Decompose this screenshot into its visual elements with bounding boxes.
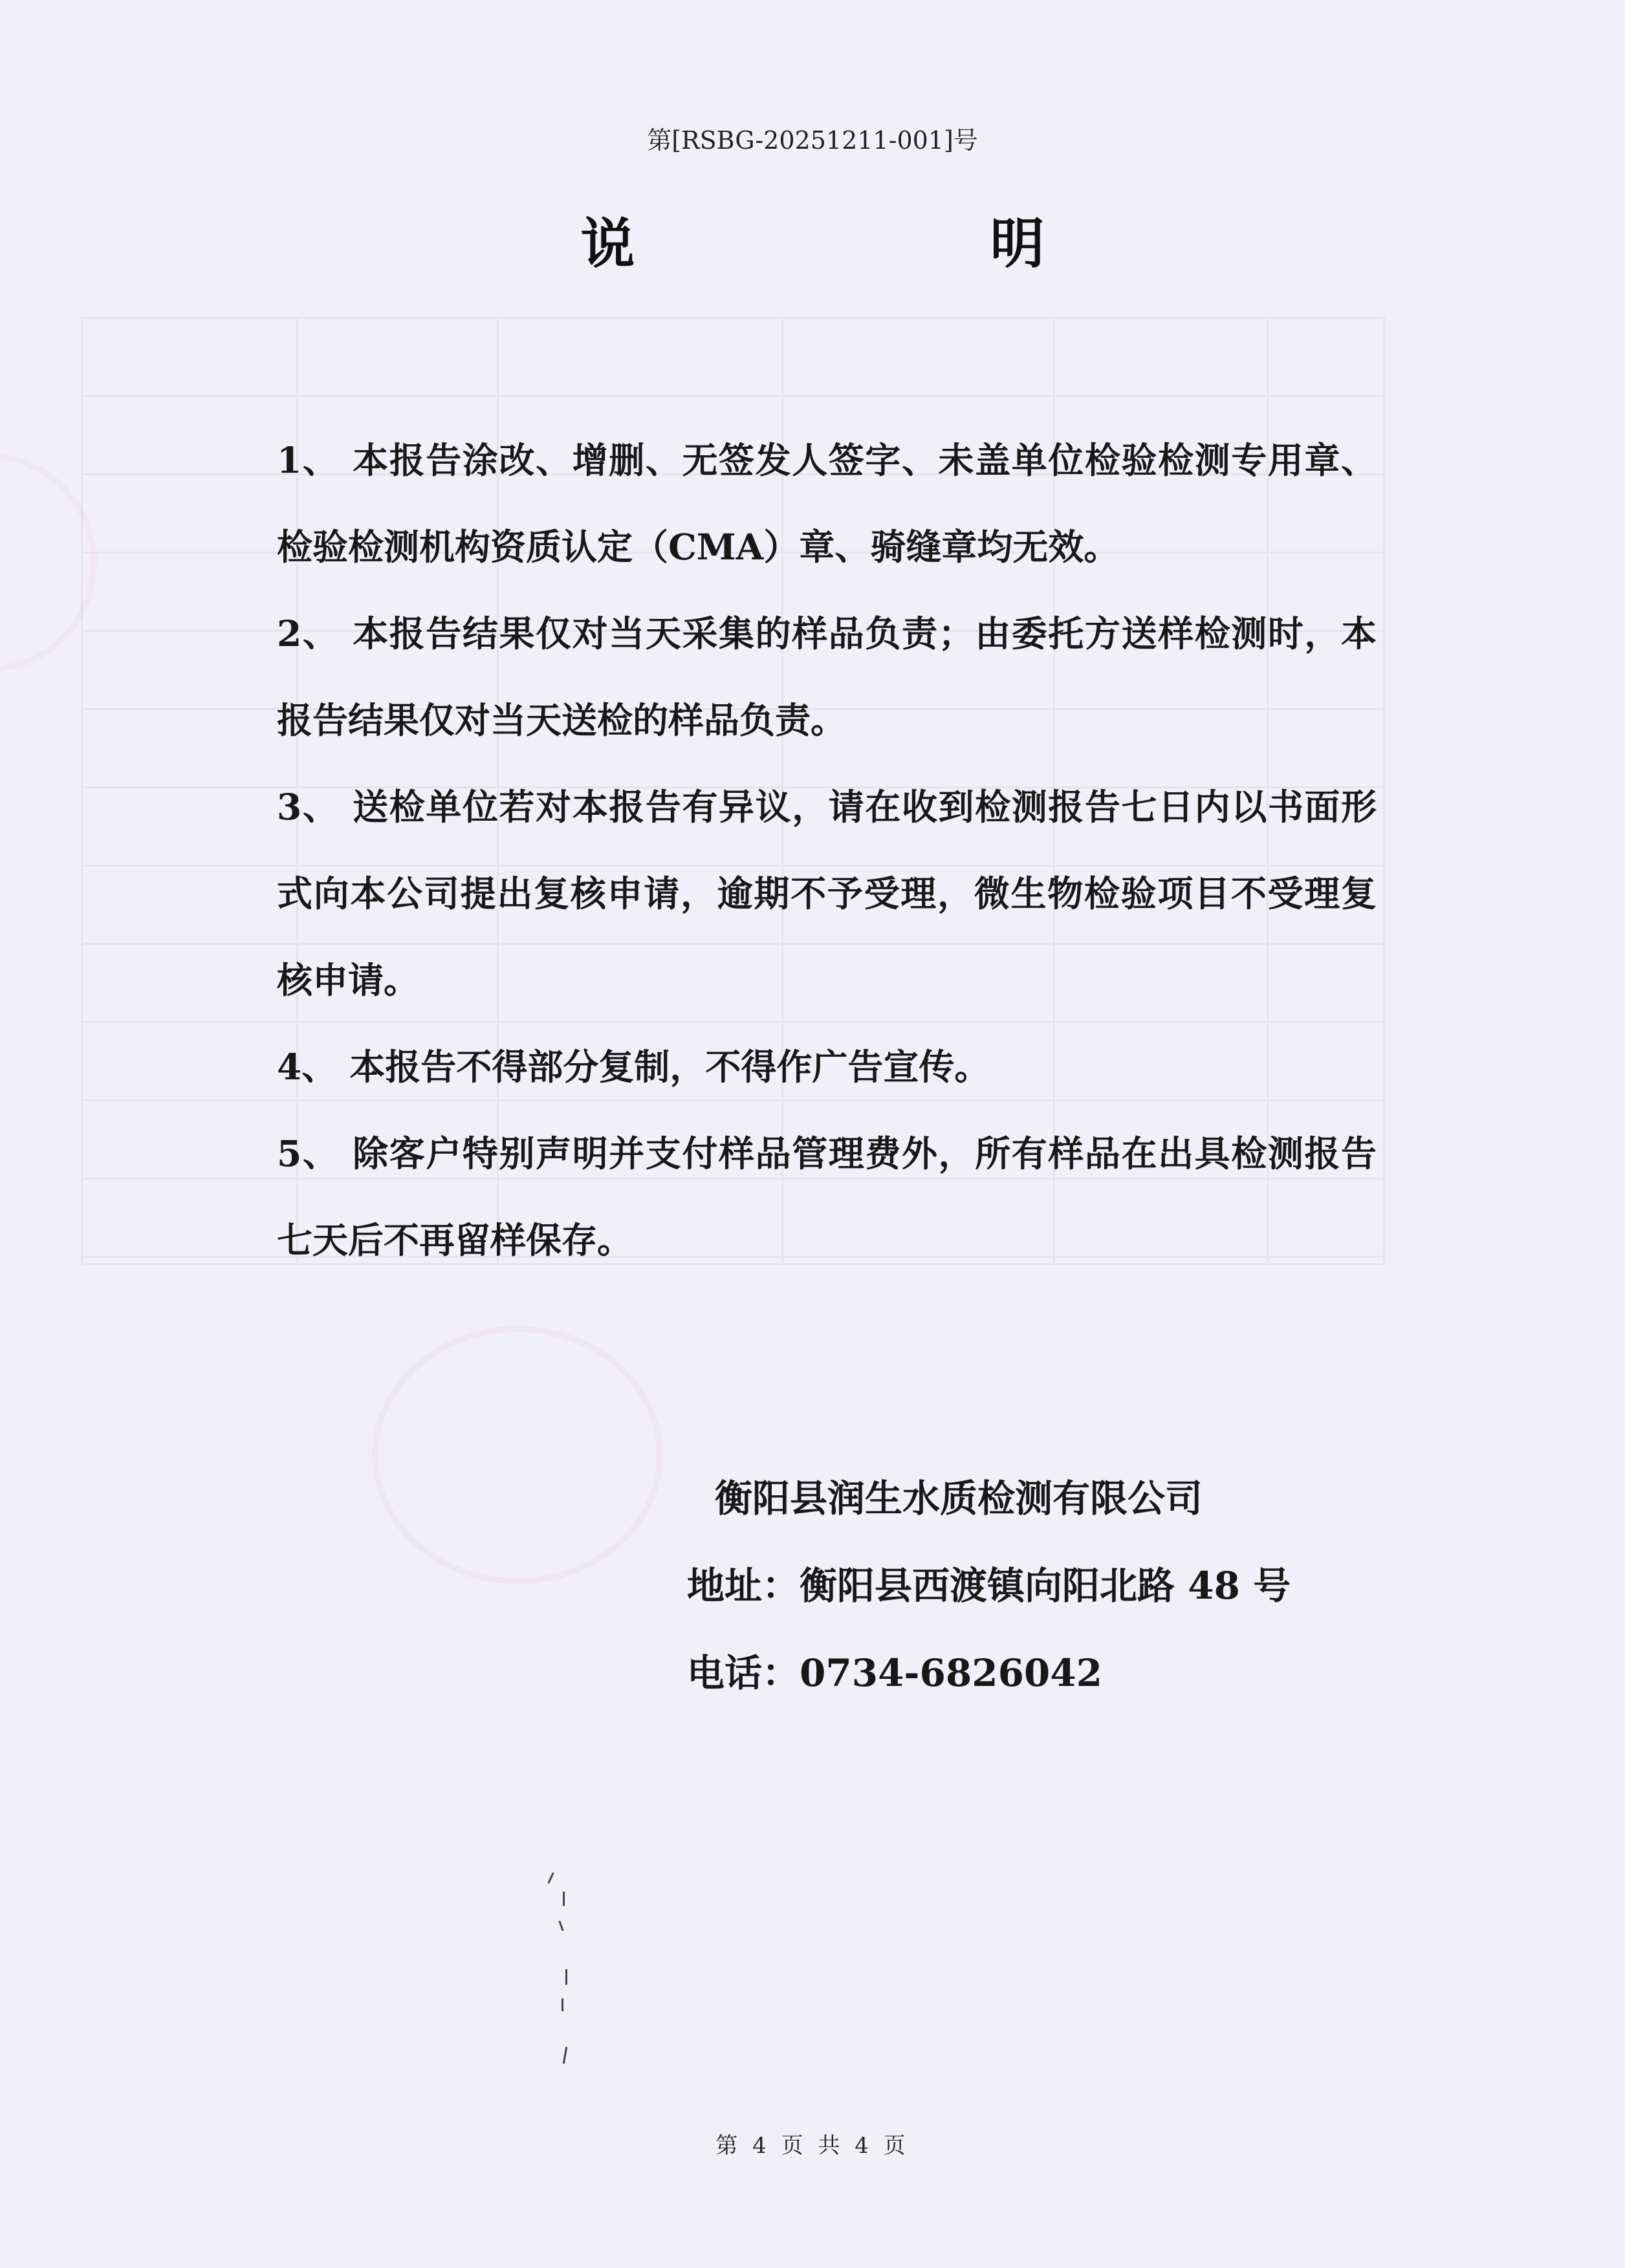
notes-list <box>277 417 1377 1284</box>
page-indicator: 第 4 页 共 4 页 <box>715 2133 910 2159</box>
note-item-5: 5、 除客户特别声明并支付样品管理费外，所有样品在出具检测报告七天后不再留样保存。 <box>277 1132 1377 1261</box>
report-number: 第[RSBG-20251211-001]号 <box>647 126 978 155</box>
note-item-2: 2、 本报告结果仅对当天采集的样品负责；由委托方送样检测时，本报告结果仅对当天送检的样品负责。 <box>277 612 1377 741</box>
show-through-seal <box>372 1326 663 1584</box>
scan-marks <box>537 1872 576 2066</box>
note-item-4: 4、 本报告不得部分复制，不得作广告宣传。 <box>277 1046 990 1088</box>
page-title: 说 明 <box>580 211 1213 275</box>
company-phone: 电话：0734-6826042 <box>687 1651 1102 1695</box>
company-name: 衡阳县润生水质检测有限公司 <box>715 1476 1203 1520</box>
note-item-3: 3、 送检单位若对本报告有异议，请在收到检测报告七日内以书面形式向本公司提出复核申请，逾期不予受理，微生物检验项目不受理复核申请。 <box>277 786 1377 1001</box>
company-address: 地址：衡阳县西渡镇向阳北路 48 号 <box>687 1564 1291 1608</box>
note-item-1: 1、 本报告涂改、增删、无签发人签字、未盖单位检验检测专用章、检验检测机构资质认定（CMA）章、骑缝章均无效。 <box>277 439 1377 568</box>
